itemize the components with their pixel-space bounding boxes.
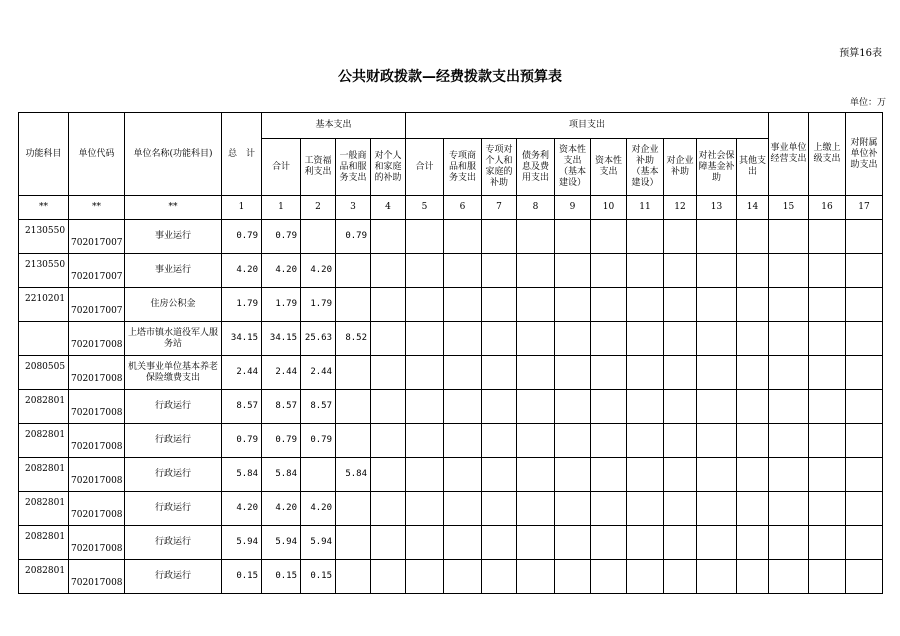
wage-cell: 0.79 <box>301 424 336 458</box>
empty-cell <box>517 390 555 424</box>
basic-total-cell: 1.79 <box>262 288 301 322</box>
wage-cell: 25.63 <box>301 322 336 356</box>
empty-cell <box>737 424 769 458</box>
index-cell: ** <box>125 196 222 220</box>
empty-cell <box>627 220 664 254</box>
index-cell: 14 <box>737 196 769 220</box>
empty-cell <box>769 220 809 254</box>
personal-cell <box>371 424 406 458</box>
empty-cell <box>697 220 737 254</box>
empty-cell <box>664 492 697 526</box>
empty-cell <box>769 356 809 390</box>
empty-cell <box>444 220 482 254</box>
basic-total-cell: 8.57 <box>262 390 301 424</box>
empty-cell <box>555 560 591 594</box>
header-unit-name: 单位名称(功能科目) <box>125 113 222 196</box>
empty-cell <box>555 322 591 356</box>
index-cell: 16 <box>809 196 846 220</box>
func-code-cell: 2130550 <box>19 254 69 288</box>
empty-cell <box>555 254 591 288</box>
header-total: 总 计 <box>222 113 262 196</box>
index-cell: 13 <box>697 196 737 220</box>
total-cell: 1.79 <box>222 288 262 322</box>
empty-cell <box>627 356 664 390</box>
empty-cell <box>627 492 664 526</box>
table-row <box>19 254 883 288</box>
empty-cell <box>482 288 517 322</box>
empty-cell <box>737 526 769 560</box>
empty-cell <box>809 390 846 424</box>
total-cell: 0.79 <box>222 424 262 458</box>
empty-cell <box>517 492 555 526</box>
empty-cell <box>482 424 517 458</box>
index-cell: 8 <box>517 196 555 220</box>
empty-cell <box>737 492 769 526</box>
empty-cell <box>846 526 883 560</box>
empty-cell <box>664 560 697 594</box>
empty-cell <box>697 526 737 560</box>
empty-cell <box>697 560 737 594</box>
empty-cell <box>809 424 846 458</box>
empty-cell <box>846 458 883 492</box>
unit-label: 单位：万 <box>849 98 886 108</box>
func-code-cell: 2082801 <box>19 492 69 526</box>
empty-cell <box>809 356 846 390</box>
func-code-cell <box>19 322 69 356</box>
empty-cell <box>627 390 664 424</box>
goods-cell <box>336 390 371 424</box>
empty-cell <box>591 322 627 356</box>
index-cell: 6 <box>444 196 482 220</box>
empty-cell <box>697 390 737 424</box>
header-project-9: 其他支出 <box>737 139 769 196</box>
goods-cell <box>336 254 371 288</box>
empty-cell <box>769 322 809 356</box>
table-row <box>19 492 883 526</box>
empty-cell <box>406 288 444 322</box>
empty-cell <box>697 322 737 356</box>
table-row <box>19 458 883 492</box>
empty-cell <box>555 220 591 254</box>
header-project-5: 资本性支出 <box>591 139 627 196</box>
unit-name-cell: 行政运行 <box>125 390 222 424</box>
header-extra-1: 上缴上级支出 <box>809 113 846 196</box>
empty-cell <box>444 458 482 492</box>
goods-cell <box>336 356 371 390</box>
empty-cell <box>517 288 555 322</box>
func-code-cell: 2080505 <box>19 356 69 390</box>
unit-code-cell: 702017007 <box>69 220 125 254</box>
empty-cell <box>846 220 883 254</box>
empty-cell <box>482 254 517 288</box>
empty-cell <box>737 560 769 594</box>
wage-cell: 4.20 <box>301 492 336 526</box>
empty-cell <box>406 220 444 254</box>
goods-cell: 0.79 <box>336 220 371 254</box>
total-cell: 4.20 <box>222 492 262 526</box>
empty-cell <box>627 254 664 288</box>
total-cell: 34.15 <box>222 322 262 356</box>
empty-cell <box>591 492 627 526</box>
empty-cell <box>809 458 846 492</box>
basic-total-cell: 4.20 <box>262 254 301 288</box>
wage-cell: 5.94 <box>301 526 336 560</box>
empty-cell <box>737 254 769 288</box>
personal-cell <box>371 254 406 288</box>
func-code-cell: 2082801 <box>19 390 69 424</box>
goods-cell <box>336 560 371 594</box>
unit-name-cell: 机关事业单位基本养老保险缴费支出 <box>125 356 222 390</box>
table-row <box>19 390 883 424</box>
page-title: 公共财政拨款—经费拨款支出预算表 <box>338 69 562 85</box>
basic-total-cell: 4.20 <box>262 492 301 526</box>
table-row <box>19 288 883 322</box>
empty-cell <box>555 390 591 424</box>
empty-cell <box>444 356 482 390</box>
empty-cell <box>406 390 444 424</box>
header-project-3: 债务利息及费用支出 <box>517 139 555 196</box>
empty-cell <box>482 560 517 594</box>
empty-cell <box>809 322 846 356</box>
empty-cell <box>406 254 444 288</box>
basic-total-cell: 5.94 <box>262 526 301 560</box>
empty-cell <box>697 288 737 322</box>
index-cell: 3 <box>336 196 371 220</box>
empty-cell <box>697 254 737 288</box>
budget-table <box>18 112 883 594</box>
index-cell: 15 <box>769 196 809 220</box>
table-row <box>19 424 883 458</box>
total-cell: 2.44 <box>222 356 262 390</box>
empty-cell <box>444 390 482 424</box>
empty-cell <box>664 254 697 288</box>
empty-cell <box>555 288 591 322</box>
wage-cell: 4.20 <box>301 254 336 288</box>
header-project-8: 对社会保障基金补助 <box>697 139 737 196</box>
empty-cell <box>482 322 517 356</box>
empty-cell <box>846 424 883 458</box>
wage-cell <box>301 220 336 254</box>
empty-cell <box>482 220 517 254</box>
empty-cell <box>591 424 627 458</box>
empty-cell <box>664 288 697 322</box>
index-cell: ** <box>19 196 69 220</box>
empty-cell <box>627 526 664 560</box>
goods-cell: 8.52 <box>336 322 371 356</box>
total-cell: 5.84 <box>222 458 262 492</box>
empty-cell <box>591 526 627 560</box>
total-cell: 8.57 <box>222 390 262 424</box>
wage-cell: 2.44 <box>301 356 336 390</box>
empty-cell <box>697 492 737 526</box>
empty-cell <box>555 424 591 458</box>
unit-code-cell: 702017008 <box>69 492 125 526</box>
header-basic-0: 合计 <box>262 139 301 196</box>
empty-cell <box>846 322 883 356</box>
empty-cell <box>627 288 664 322</box>
personal-cell <box>371 288 406 322</box>
header-project-1: 专项商品和服务支出 <box>444 139 482 196</box>
empty-cell <box>664 424 697 458</box>
func-code-cell: 2082801 <box>19 526 69 560</box>
empty-cell <box>517 356 555 390</box>
basic-total-cell: 0.15 <box>262 560 301 594</box>
empty-cell <box>444 288 482 322</box>
goods-cell: 5.84 <box>336 458 371 492</box>
empty-cell <box>555 492 591 526</box>
empty-cell <box>591 560 627 594</box>
empty-cell <box>591 288 627 322</box>
table-row <box>19 356 883 390</box>
total-cell: 0.79 <box>222 220 262 254</box>
wage-cell <box>301 458 336 492</box>
unit-name-cell: 事业运行 <box>125 254 222 288</box>
personal-cell <box>371 220 406 254</box>
unit-code-cell: 702017008 <box>69 390 125 424</box>
empty-cell <box>769 526 809 560</box>
unit-code-cell: 702017007 <box>69 288 125 322</box>
wage-cell: 8.57 <box>301 390 336 424</box>
header-project-0: 合计 <box>406 139 444 196</box>
empty-cell <box>697 458 737 492</box>
unit-name-cell: 上塔市镇水道役军人服务站 <box>125 322 222 356</box>
empty-cell <box>809 526 846 560</box>
header-project-7: 对企业补助 <box>664 139 697 196</box>
unit-code-cell: 702017008 <box>69 526 125 560</box>
table-row <box>19 220 883 254</box>
empty-cell <box>846 390 883 424</box>
func-code-cell: 2210201 <box>19 288 69 322</box>
personal-cell <box>371 526 406 560</box>
empty-cell <box>664 356 697 390</box>
goods-cell <box>336 424 371 458</box>
empty-cell <box>769 390 809 424</box>
empty-cell <box>846 560 883 594</box>
unit-name-cell: 行政运行 <box>125 560 222 594</box>
empty-cell <box>517 560 555 594</box>
goods-cell <box>336 288 371 322</box>
empty-cell <box>846 254 883 288</box>
func-code-cell: 2082801 <box>19 560 69 594</box>
empty-cell <box>406 492 444 526</box>
header-basic-1: 工资福利支出 <box>301 139 336 196</box>
basic-total-cell: 0.79 <box>262 424 301 458</box>
personal-cell <box>371 390 406 424</box>
header-basic-3: 对个人和家庭的补助 <box>371 139 406 196</box>
empty-cell <box>737 220 769 254</box>
empty-cell <box>482 390 517 424</box>
empty-cell <box>444 526 482 560</box>
header-extra-0: 事业单位经营支出 <box>769 113 809 196</box>
table-row <box>19 526 883 560</box>
unit-code-cell: 702017007 <box>69 254 125 288</box>
empty-cell <box>809 220 846 254</box>
empty-cell <box>627 424 664 458</box>
basic-total-cell: 34.15 <box>262 322 301 356</box>
func-code-cell: 2130550 <box>19 220 69 254</box>
empty-cell <box>809 492 846 526</box>
empty-cell <box>769 492 809 526</box>
unit-code-cell: 702017008 <box>69 424 125 458</box>
empty-cell <box>769 288 809 322</box>
header-project-6: 对企业补助（基本建设） <box>627 139 664 196</box>
empty-cell <box>482 526 517 560</box>
empty-cell <box>517 424 555 458</box>
empty-cell <box>517 526 555 560</box>
index-cell: 1 <box>222 196 262 220</box>
empty-cell <box>482 458 517 492</box>
index-cell: 9 <box>555 196 591 220</box>
empty-cell <box>591 390 627 424</box>
empty-cell <box>809 254 846 288</box>
empty-cell <box>517 220 555 254</box>
index-row <box>19 196 883 220</box>
header-basic-group: 基本支出 <box>262 113 406 139</box>
empty-cell <box>769 458 809 492</box>
empty-cell <box>697 424 737 458</box>
unit-code-cell: 702017008 <box>69 356 125 390</box>
empty-cell <box>737 356 769 390</box>
empty-cell <box>664 458 697 492</box>
empty-cell <box>627 458 664 492</box>
unit-code-cell: 702017008 <box>69 458 125 492</box>
header-func-code: 功能科目 <box>19 113 69 196</box>
empty-cell <box>444 492 482 526</box>
empty-cell <box>444 560 482 594</box>
empty-cell <box>591 458 627 492</box>
goods-cell <box>336 492 371 526</box>
index-cell: ** <box>69 196 125 220</box>
table-row <box>19 560 883 594</box>
unit-code-cell: 702017008 <box>69 560 125 594</box>
empty-cell <box>769 254 809 288</box>
total-cell: 5.94 <box>222 526 262 560</box>
header-basic-2: 一般商品和服务支出 <box>336 139 371 196</box>
personal-cell <box>371 356 406 390</box>
empty-cell <box>627 322 664 356</box>
header-project-group: 项目支出 <box>406 113 769 139</box>
empty-cell <box>737 390 769 424</box>
unit-name-cell: 行政运行 <box>125 526 222 560</box>
goods-cell <box>336 526 371 560</box>
basic-total-cell: 0.79 <box>262 220 301 254</box>
empty-cell <box>406 424 444 458</box>
func-code-cell: 2082801 <box>19 458 69 492</box>
empty-cell <box>555 526 591 560</box>
unit-name-cell: 事业运行 <box>125 220 222 254</box>
empty-cell <box>697 356 737 390</box>
unit-name-cell: 行政运行 <box>125 492 222 526</box>
index-cell: 4 <box>371 196 406 220</box>
empty-cell <box>444 322 482 356</box>
empty-cell <box>809 560 846 594</box>
unit-name-cell: 住房公积金 <box>125 288 222 322</box>
personal-cell <box>371 458 406 492</box>
empty-cell <box>406 458 444 492</box>
empty-cell <box>769 424 809 458</box>
total-cell: 0.15 <box>222 560 262 594</box>
index-cell: 11 <box>627 196 664 220</box>
empty-cell <box>664 526 697 560</box>
empty-cell <box>846 356 883 390</box>
personal-cell <box>371 322 406 356</box>
wage-cell: 0.15 <box>301 560 336 594</box>
empty-cell <box>591 356 627 390</box>
empty-cell <box>482 356 517 390</box>
basic-total-cell: 5.84 <box>262 458 301 492</box>
table-row <box>19 322 883 356</box>
empty-cell <box>517 458 555 492</box>
header-unit-code: 单位代码 <box>69 113 125 196</box>
index-cell: 2 <box>301 196 336 220</box>
total-cell: 4.20 <box>222 254 262 288</box>
basic-total-cell: 2.44 <box>262 356 301 390</box>
index-cell: 10 <box>591 196 627 220</box>
unit-name-cell: 行政运行 <box>125 458 222 492</box>
empty-cell <box>406 322 444 356</box>
empty-cell <box>444 424 482 458</box>
empty-cell <box>517 322 555 356</box>
header-project-2: 专项对个人和家庭的补助 <box>482 139 517 196</box>
empty-cell <box>846 492 883 526</box>
empty-cell <box>591 254 627 288</box>
empty-cell <box>664 390 697 424</box>
empty-cell <box>482 492 517 526</box>
empty-cell <box>591 220 627 254</box>
header-project-4: 资本性支出（基本建设） <box>555 139 591 196</box>
empty-cell <box>406 526 444 560</box>
index-cell: 5 <box>406 196 444 220</box>
empty-cell <box>406 560 444 594</box>
empty-cell <box>809 288 846 322</box>
index-cell: 7 <box>482 196 517 220</box>
personal-cell <box>371 560 406 594</box>
empty-cell <box>406 356 444 390</box>
index-cell: 17 <box>846 196 883 220</box>
index-cell: 1 <box>262 196 301 220</box>
empty-cell <box>555 356 591 390</box>
empty-cell <box>664 322 697 356</box>
empty-cell <box>627 560 664 594</box>
empty-cell <box>517 254 555 288</box>
unit-name-cell: 行政运行 <box>125 424 222 458</box>
wage-cell: 1.79 <box>301 288 336 322</box>
empty-cell <box>737 322 769 356</box>
empty-cell <box>737 288 769 322</box>
empty-cell <box>555 458 591 492</box>
empty-cell <box>846 288 883 322</box>
personal-cell <box>371 492 406 526</box>
empty-cell <box>444 254 482 288</box>
table-number: 预算16表 <box>839 48 882 59</box>
index-cell: 12 <box>664 196 697 220</box>
empty-cell <box>737 458 769 492</box>
empty-cell <box>769 560 809 594</box>
unit-code-cell: 702017008 <box>69 322 125 356</box>
empty-cell <box>664 220 697 254</box>
header-extra-2: 对附属单位补助支出 <box>846 113 883 196</box>
func-code-cell: 2082801 <box>19 424 69 458</box>
